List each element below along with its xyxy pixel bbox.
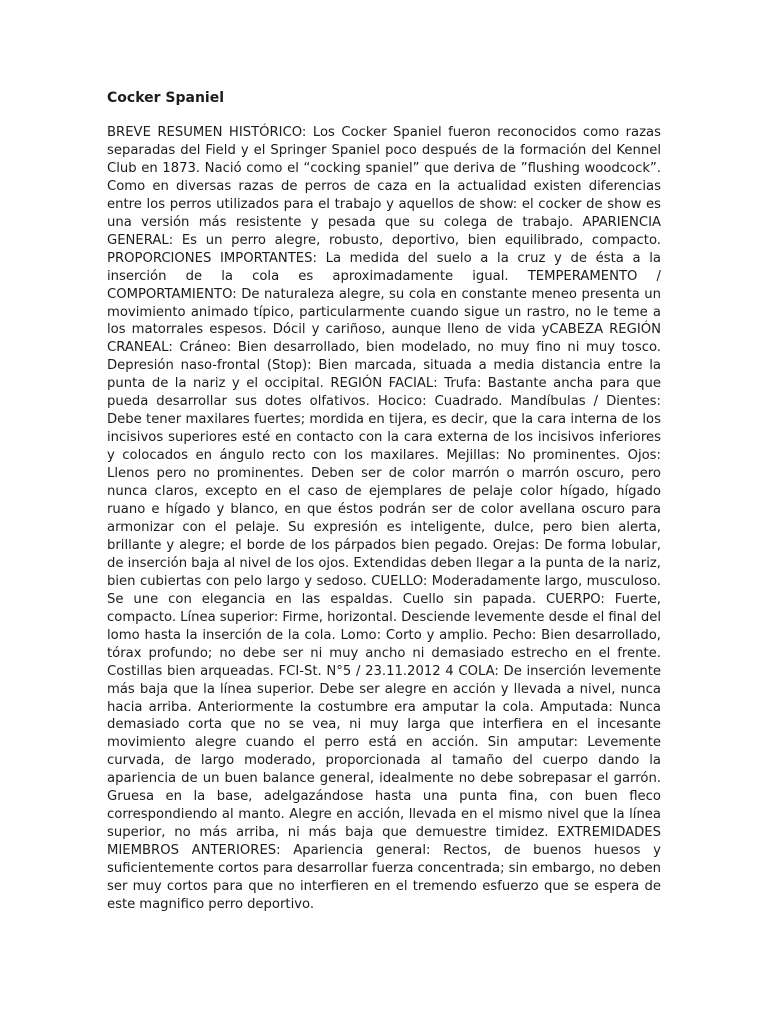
document-body-paragraph: BREVE RESUMEN HISTÓRICO: Los Cocker Spaniel fueron reconocidos como razas separadas del Field y el Springer Spaniel poco después de la formación del Kennel Club en 1873. Nació como el “cocking spaniel” que deriva de ”flushing woodcock”. Como en diversas razas de perros de caza en la actualidad existen diferencias entre los perros utilizados para el trabajo y aquellos de show: el cocker de show es una versión más resistente y pesada que su colega de trabajo. APARIENCIA GENERAL: Es un perro alegre, robusto, deportivo, bien equilibrado, compacto. PROPORCIONES IMPORTANTES: La medida del suelo a la cruz y de ésta a la inserción de la cola es aproximadamente igual. TEMPERAMENTO / COMPORTAMIENTO: De naturaleza alegre, su cola en constante meneo presenta un movimiento animado típico, particularmente cuando sigue un rastro, no le teme a los matorrales espesos. Dócil y cariñoso, aunque lleno de vida yCABEZA REGIÓN CRANEAL: Cráneo: Bien desarrollado, bien modelado, no muy fino ni muy tosco. Depresión naso-frontal (Stop): Bien marcada, situada a media distancia entre la punta de la nariz y el occipital. REGIÓN FACIAL: Trufa: Bastante ancha para que pueda desarrollar sus dotes olfativos. Hocico: Cuadrado. Mandíbulas / Dientes: Debe tener maxilares fuertes; mordida en tijera, es decir, que la cara interna de los incisivos superiores esté en contacto con la cara externa de los incisivos inferiores y colocados en ángulo recto con los maxilares. Mejillas: No prominentes. Ojos: Llenos pero no prominentes. Deben ser de color marrón o marrón oscuro, pero nunca claros, excepto en el caso de ejemplares de pelaje color hígado, hígado ruano e hígado y blanco, en que éstos podrán ser de color avellana oscuro para armonizar con el pelaje. Su expresión es inteligente, dulce, pero bien alerta, brillante y alegre; el borde de los párpados bien pegado. Orejas: De forma lobular, de inserción baja al nivel de los ojos. Extendidas deben llegar a la punta de la nariz, bien cubiertas con pelo largo y sedoso. CUELLO: Moderadamente largo, musculoso. Se une con elegancia en las espaldas. Cuello sin papada. CUERPO: Fuerte, compacto. Línea superior: Firme, horizontal. Desciende levemente desde el final del lomo hasta la inserción de la cola. Lomo: Corto y amplio. Pecho: Bien desarrollado, tórax profundo; no debe ser ni muy ancho ni demasiado estrecho en el frente. Costillas bien arqueadas. FCI-St. N°5 / 23.11.2012 4 COLA: De inserción levemente más baja que la línea superior. Debe ser alegre en acción y llevada a nivel, nunca hacia arriba. Anteriormente la costumbre era amputar la cola. Amputada: Nunca demasiado corta que no se vea, ni muy larga que interfiera en el incesante movimiento alegre cuando el perro está en acción. Sin amputar: Levemente curvada, de largo moderado, proporcionada al tamaño del cuerpo dando la apariencia de un buen balance general, idealmente no debe sobrepasar el garrón. Gruesa en la base, adelgazándose hasta una punta fina, con buen fleco correspondiendo al manto. Alegre en acción, llevada en el mismo nivel que la línea superior, no más arriba, ni más baja que demuestre timidez. EXTREMIDADES MIEMBROS ANTERIORES: Apariencia general: Rectos, de buenos huesos y suficientemente cortos para desarrollar fuerza concentrada; sin embargo, no deben ser muy cortos para que no interfieren en el tremendo esfuerzo que se espera de este magnifico perro deportivo.: [107, 125, 661, 912]
document-page: [107, 88, 661, 914]
document-title: Cocker Spaniel: [107, 90, 225, 106]
